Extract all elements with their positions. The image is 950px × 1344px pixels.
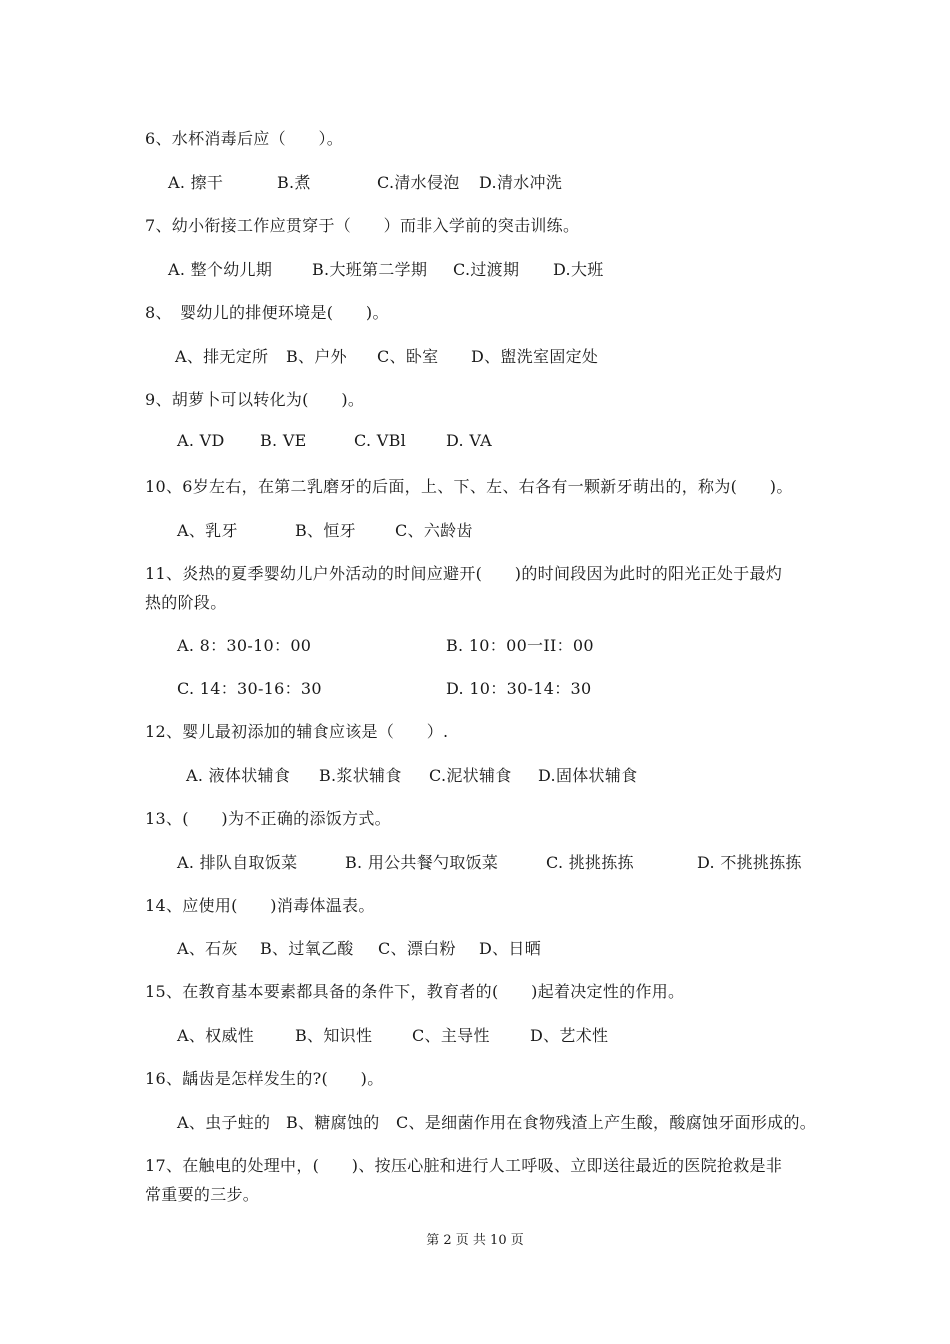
question-7: 7、幼小衔接工作应贯穿于（ ）而非入学前的突击训练。: [145, 216, 580, 235]
q14-option-c: C、漂白粉: [378, 939, 456, 958]
question-12: 12、婴儿最初添加的辅食应该是（ ）.: [145, 722, 449, 741]
q11-option-b: B. 10：00一II：00: [446, 636, 594, 655]
q11-option-d: D. 10：30-14：30: [446, 679, 592, 698]
question-9: 9、胡萝卜可以转化为( )。: [145, 390, 365, 409]
q13-option-c: C. 挑挑拣拣: [546, 853, 634, 872]
q7-option-b: B.大班第二学期: [312, 260, 428, 279]
q10-option-a: A、乳牙: [177, 521, 238, 540]
question-14: 14、应使用( )消毒体温表。: [145, 896, 375, 915]
q15-option-b: B、知识性: [295, 1026, 373, 1045]
q6-option-b: B.煮: [277, 173, 311, 192]
q7-option-a: A. 整个幼儿期: [168, 260, 273, 279]
q10-option-c: C、六龄齿: [395, 521, 473, 540]
q7-option-c: C.过渡期: [453, 260, 520, 279]
q6-option-d: D.清水冲洗: [479, 173, 563, 192]
question-11: 11、炎热的夏季婴幼儿户外活动的时间应避开( )的时间段因为此时的阳光正处于最灼: [145, 564, 783, 583]
q15-option-a: A、权威性: [177, 1026, 255, 1045]
q8-option-b: B、户外: [286, 347, 347, 366]
page-footer: 第 2 页 共 10 页: [426, 1233, 524, 1248]
question-17: 17、在触电的处理中，( )、按压心脏和进行人工呼吸、立即送往最近的医院抢救是非: [145, 1156, 783, 1175]
q8-option-c: C、卧室: [377, 347, 439, 366]
q9-option-a: A. VD: [177, 431, 225, 450]
q14-option-a: A、石灰: [177, 939, 238, 958]
q11-option-c: C. 14：30-16：30: [177, 679, 322, 698]
question-13: 13、( )为不正确的添饭方式。: [145, 809, 391, 828]
question-10: 10、6岁左右，在第二乳磨牙的后面，上、下、左、右各有一颗新牙萌出的，称为( )。: [145, 477, 793, 496]
q13-option-d: D. 不挑挑拣拣: [697, 853, 802, 872]
q12-option-a: A. 液体状辅食: [186, 766, 291, 785]
question-11-continued: 热的阶段。: [145, 593, 227, 612]
q14-option-b: B、过氧乙酸: [260, 939, 354, 958]
q16-option-b: B、糖腐蚀的: [286, 1113, 380, 1132]
q15-option-d: D、艺术性: [530, 1026, 609, 1045]
q11-option-a: A. 8：30-10：00: [177, 636, 312, 655]
q12-option-b: B.浆状辅食: [319, 766, 402, 785]
q15-option-c: C、主导性: [412, 1026, 490, 1045]
q13-option-a: A. 排队自取饭菜: [177, 853, 298, 872]
q12-option-c: C.泥状辅食: [429, 766, 512, 785]
q9-option-b: B. VE: [260, 431, 307, 450]
q8-option-a: A、排无定所: [175, 347, 269, 366]
q13-option-b: B. 用公共餐勺取饭菜: [345, 853, 499, 872]
q14-option-d: D、日晒: [479, 939, 542, 958]
q9-option-d: D. VA: [446, 431, 492, 450]
q8-option-d: D、盥洗室固定处: [471, 347, 599, 366]
q16-option-a: A、虫子蛀的: [177, 1113, 271, 1132]
question-6: 6、水杯消毒后应（ ）。: [145, 129, 344, 148]
q6-option-c: C.清水侵泡: [377, 173, 460, 192]
question-17-continued: 常重要的三步。: [145, 1185, 260, 1204]
q7-option-d: D.大班: [553, 260, 604, 279]
q6-option-a: A. 擦干: [168, 173, 224, 192]
question-16: 16、龋齿是怎样发生的?( )。: [145, 1069, 384, 1088]
question-8: 8、 婴幼儿的排便环境是( )。: [145, 303, 389, 322]
q12-option-d: D.固体状辅食: [538, 766, 638, 785]
q16-option-c: C、是细菌作用在食物残渣上产生酸，酸腐蚀牙面形成的。: [396, 1113, 817, 1132]
q9-option-c: C. VBl: [354, 431, 407, 450]
q10-option-b: B、恒牙: [295, 521, 356, 540]
question-15: 15、在教育基本要素都具备的条件下，教育者的( )起着决定性的作用。: [145, 982, 685, 1001]
